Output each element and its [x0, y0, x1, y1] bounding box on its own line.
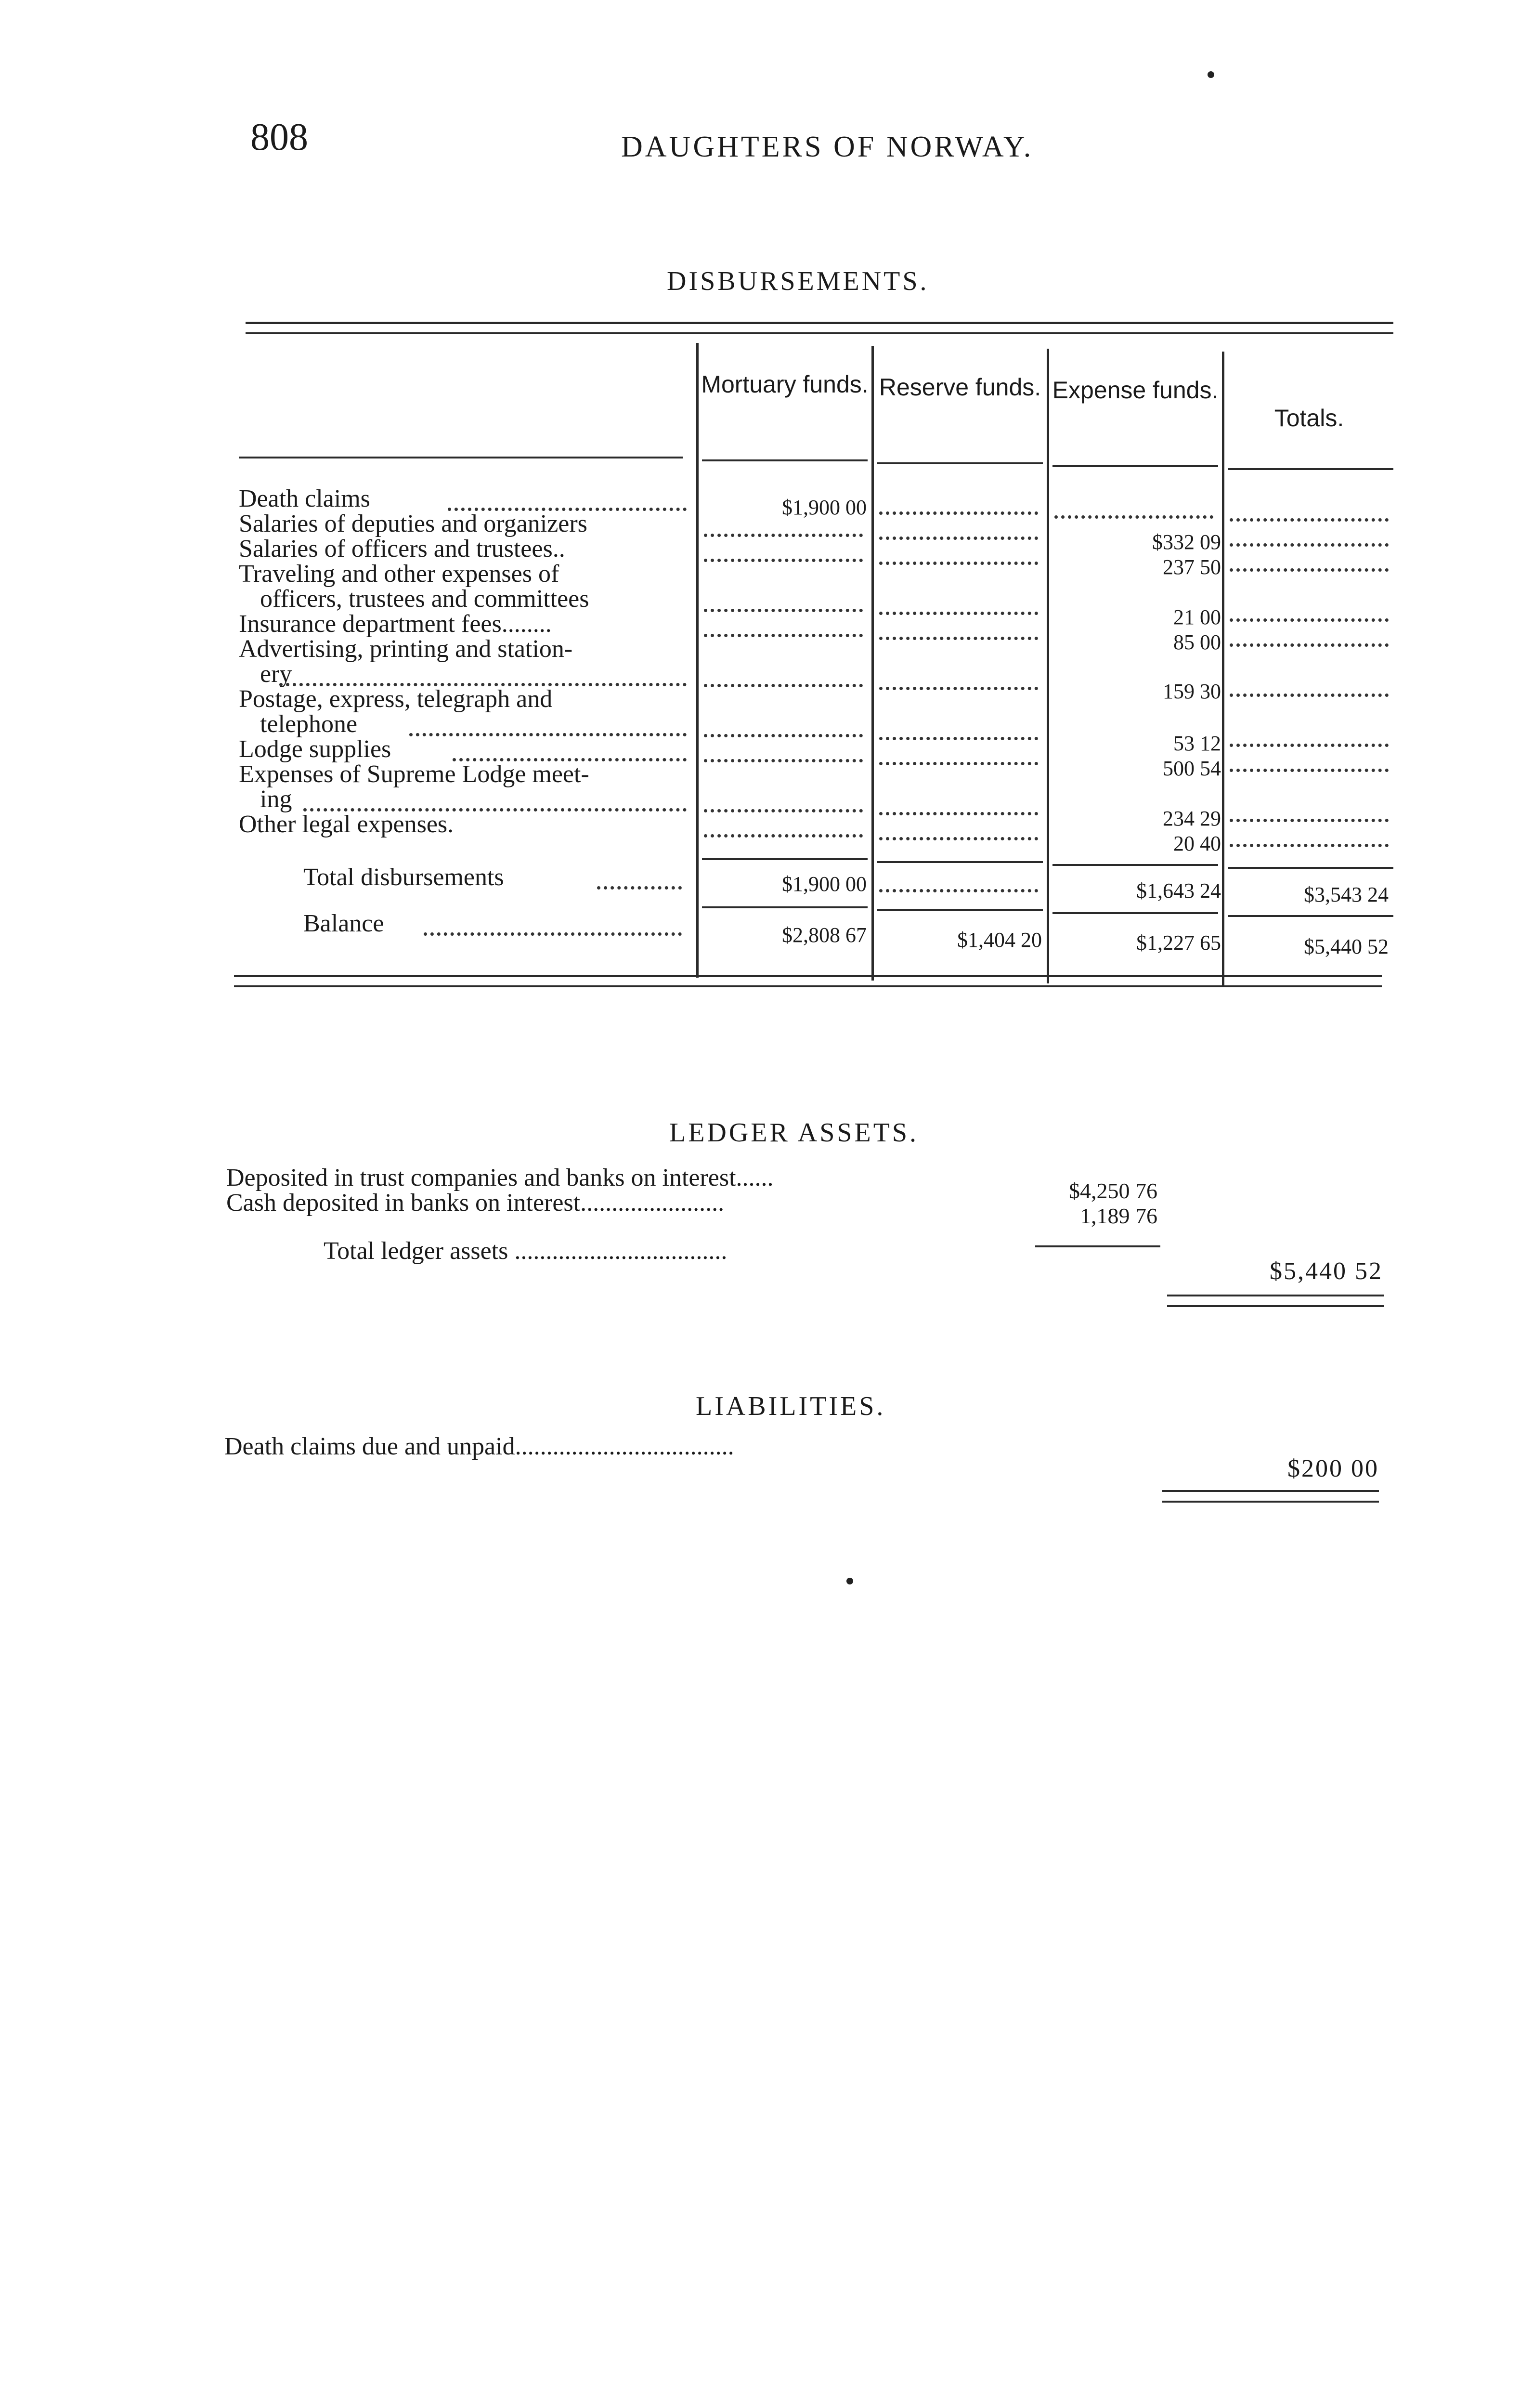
ledger-item-label-1: Deposited in trust companies and banks on interest......: [226, 1164, 774, 1191]
total-rule-totals: [1228, 867, 1393, 869]
row-label-postage-2: telephone: [260, 710, 358, 738]
row-label-postage-1: Postage, express, telegraph and: [239, 685, 553, 713]
cell-supreme-expense: 234 29: [1163, 807, 1221, 830]
empty-cell-dots: [1054, 510, 1213, 519]
liabilities-amount: $200 00: [1287, 1455, 1379, 1482]
balance-rule-mortuary: [702, 906, 868, 908]
row-label-death-claims: Death claims: [239, 485, 370, 512]
total-rule-expense: [1052, 864, 1218, 866]
leader-dots: [453, 753, 687, 761]
balance-rule-expense: [1052, 912, 1218, 914]
col-header-reserve: Reserve funds.: [879, 374, 1041, 401]
ledger-item-amount-2: 1,189 76: [1080, 1204, 1157, 1228]
ledger-assets-title: LEDGER ASSETS.: [669, 1118, 919, 1148]
col-divider-1: [696, 343, 699, 978]
empty-cell-dots: [879, 807, 1038, 815]
col-divider-4: [1222, 352, 1224, 986]
row-label-traveling-2: officers, trustees and committees: [260, 585, 589, 613]
row-label-other-legal: Other legal expenses.: [239, 811, 454, 838]
page-number: 808: [250, 116, 308, 158]
empty-cell-dots: [879, 682, 1038, 690]
empty-cell-dots: [704, 729, 863, 737]
row-label-total: Total disbursements: [303, 864, 504, 891]
balance-rule-totals: [1228, 915, 1393, 917]
col-divider-2: [871, 346, 874, 981]
cell-traveling-expense: 21 00: [1173, 605, 1221, 629]
cell-total-totals: $3,543 24: [1304, 883, 1389, 906]
empty-cell-dots: [704, 804, 863, 812]
total-rule-mortuary: [702, 858, 868, 860]
row-label-advertising-1: Advertising, printing and station-: [239, 635, 573, 663]
empty-cell-dots: [704, 529, 863, 537]
empty-cell-dots: [1230, 764, 1389, 772]
empty-cell-dots: [704, 829, 863, 838]
scan-speck: [1208, 71, 1214, 78]
cell-salaries-officers-expense: 237 50: [1163, 555, 1221, 579]
empty-cell-dots: [1230, 639, 1389, 647]
empty-cell-dots: [1230, 814, 1389, 822]
leader-dots: [597, 881, 682, 890]
empty-cell-dots: [879, 607, 1038, 615]
cell-death-claims-mortuary: $1,900 00: [782, 496, 867, 519]
row-label-advertising-2: ery: [260, 660, 292, 688]
ledger-item-amount-1: $4,250 76: [1069, 1178, 1157, 1203]
header-rule-expense: [1052, 465, 1218, 467]
ledger-total-amount: $5,440 52: [1270, 1257, 1383, 1285]
header-rule-label: [239, 457, 683, 458]
header-rule-totals: [1228, 468, 1393, 470]
leader-dots: [303, 803, 687, 811]
cell-advertising-expense: 159 30: [1163, 680, 1221, 703]
cell-salaries-deputies-expense: $332 09: [1152, 530, 1221, 554]
empty-cell-dots: [879, 732, 1038, 740]
leader-dots: [279, 678, 687, 686]
cell-balance-totals: $5,440 52: [1304, 935, 1389, 958]
ledger-total-label: Total ledger assets ..................................: [324, 1237, 728, 1265]
row-label-lodge-supplies: Lodge supplies: [239, 735, 391, 763]
liabilities-title: LIABILITIES.: [696, 1391, 886, 1421]
empty-cell-dots: [1230, 513, 1389, 522]
empty-cell-dots: [879, 557, 1038, 565]
cell-other-legal-expense: 20 40: [1173, 832, 1221, 855]
liabilities-double-rule: [1162, 1490, 1379, 1503]
empty-cell-dots: [1230, 839, 1389, 847]
leader-dots: [409, 728, 687, 736]
empty-cell-dots: [1230, 563, 1389, 572]
cell-balance-expense: $1,227 65: [1136, 931, 1221, 955]
row-label-insurance: Insurance department fees........: [239, 610, 552, 638]
empty-cell-dots: [879, 757, 1038, 765]
ledger-total-double-rule: [1167, 1295, 1384, 1307]
table-bottom-rule-2: [234, 985, 1382, 987]
running-head: DAUGHTERS OF NORWAY.: [621, 131, 1034, 163]
empty-cell-dots: [879, 507, 1038, 515]
empty-cell-dots: [704, 554, 863, 562]
row-label-salaries-officers: Salaries of officers and trustees..: [239, 535, 565, 563]
liabilities-label: Death claims due and unpaid...................................: [224, 1433, 734, 1460]
total-rule-reserve: [877, 861, 1043, 863]
empty-cell-dots: [704, 604, 863, 612]
col-header-mortuary: Mortuary funds.: [701, 371, 869, 398]
empty-cell-dots: [879, 832, 1038, 840]
empty-cell-dots: [1230, 538, 1389, 547]
row-label-traveling-1: Traveling and other expenses of: [239, 560, 559, 588]
cell-lodge-supplies-expense: 500 54: [1163, 757, 1221, 780]
ledger-item-label-2: Cash deposited in banks on interest.......................: [226, 1189, 725, 1217]
scan-speck: [846, 1578, 853, 1584]
col-header-totals: Totals.: [1274, 405, 1344, 432]
empty-cell-dots: [704, 629, 863, 637]
empty-cell-dots: [879, 884, 1038, 892]
cell-balance-mortuary: $2,808 67: [782, 923, 867, 947]
cell-total-mortuary: $1,900 00: [782, 872, 867, 896]
empty-cell-dots: [704, 754, 863, 762]
row-label-supreme-1: Expenses of Supreme Lodge meet-: [239, 760, 589, 788]
empty-cell-dots: [1230, 739, 1389, 747]
header-rule-mortuary: [702, 459, 868, 461]
table-bottom-rule-1: [234, 975, 1382, 977]
empty-cell-dots: [1230, 614, 1389, 622]
cell-insurance-expense: 85 00: [1173, 630, 1221, 654]
balance-rule-reserve: [877, 909, 1043, 911]
row-label-supreme-2: ing: [260, 785, 292, 813]
leader-dots: [448, 503, 687, 511]
cell-postage-expense: 53 12: [1173, 732, 1221, 755]
cell-balance-reserve: $1,404 20: [957, 928, 1042, 952]
empty-cell-dots: [879, 632, 1038, 640]
col-header-expense: Expense funds.: [1052, 377, 1219, 404]
empty-cell-dots: [1230, 689, 1389, 697]
ledger-subtotal-rule: [1035, 1245, 1160, 1247]
header-rule-reserve: [877, 462, 1043, 464]
disbursements-title: DISBURSEMENTS.: [667, 266, 929, 296]
leader-dots: [424, 928, 682, 936]
row-label-salaries-deputies: Salaries of deputies and organizers: [239, 510, 587, 537]
empty-cell-dots: [879, 532, 1038, 540]
cell-total-expense: $1,643 24: [1136, 879, 1221, 903]
col-divider-3: [1047, 349, 1049, 983]
table-top-rule-2: [246, 332, 1393, 334]
row-label-balance: Balance: [303, 910, 384, 937]
empty-cell-dots: [704, 679, 863, 687]
table-top-rule-1: [246, 322, 1393, 324]
